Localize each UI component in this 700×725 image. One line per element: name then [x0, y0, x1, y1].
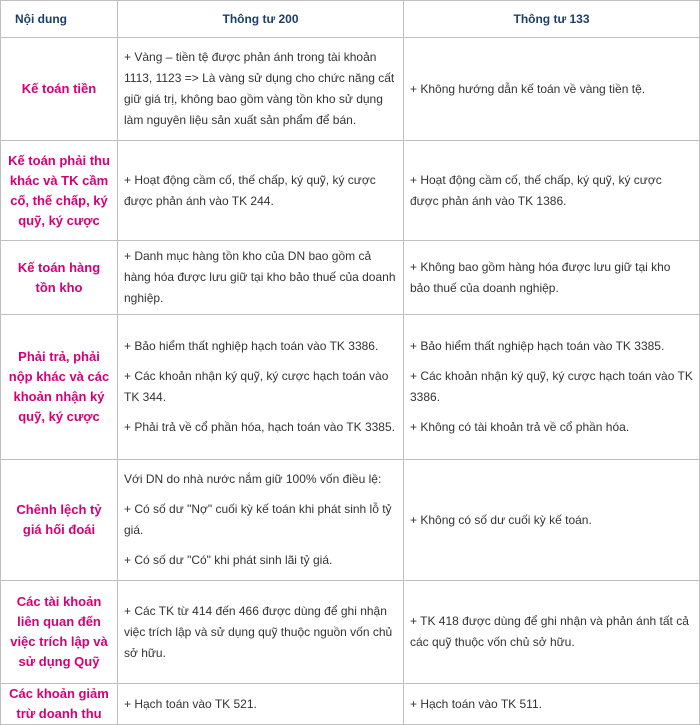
header-thong-tu-133: Thông tư 133 [404, 1, 700, 38]
tt200-cell [118, 684, 404, 725]
tt133-text: + Không hướng dẫn kế toán về vàng tiền tệ. [410, 81, 646, 96]
tt133-cell [404, 141, 700, 241]
tt133-text: + Hạch toán vào TK 511. [410, 696, 542, 711]
tt200-text: + Có số dư "Nợ" cuối kỳ kế toán khi phát sinh lỗ tỷ giá. [124, 502, 392, 537]
table-row [1, 581, 700, 684]
row-topic: Chênh lệch tỷ giá hối đoái [1, 460, 118, 581]
tt133-cell [404, 460, 700, 581]
tt200-cell [118, 38, 404, 141]
tt200-cell [118, 315, 404, 460]
tt200-text: + Bảo hiểm thất nghiệp hạch toán vào TK 3386. [124, 339, 379, 353]
tt200-text: + Vàng – tiền tệ được phản ánh trong tài khoản 1113, 1123 => Là vàng sử dụng cho chức năng cất giữ giá trị, không bao gồm vàng tồn kho sử dụng làm nguyên liệu sản xuất sản phẩm để bán. [124, 50, 395, 127]
tt200-text: Với DN do nhà nước nắm giữ 100% vốn điều lệ: [124, 472, 382, 486]
tt200-text: + Có số dư "Có" khi phát sinh lãi tỷ giá. [124, 553, 333, 567]
tt133-cell [404, 315, 700, 460]
tt200-text: + Danh mục hàng tồn kho của DN bao gồm cả hàng hóa được lưu giữ tại kho bảo thuế của doanh nghiệp. [124, 249, 396, 305]
tt133-text: + Không bao gồm hàng hóa được lưu giữ tại kho bảo thuế của doanh nghiệp. [410, 259, 671, 295]
tt200-cell [118, 241, 404, 315]
tt133-text: + Bảo hiểm thất nghiệp hạch toán vào TK 3385. [410, 339, 665, 353]
row-topic: Kế toán tiền [1, 38, 118, 141]
tt133-cell [404, 241, 700, 315]
tt133-cell [404, 684, 700, 725]
table-row [1, 38, 700, 141]
header-row [1, 1, 700, 38]
tt200-cell [118, 460, 404, 581]
table-row [1, 684, 700, 725]
tt200-text: + Hoạt động cầm cố, thế chấp, ký quỹ, ký cược được phản ánh vào TK 244. [124, 172, 376, 208]
tt200-text: + Hạch toán vào TK 521. [124, 696, 257, 711]
table-row [1, 141, 700, 241]
tt133-cell [404, 581, 700, 684]
tt133-text: + TK 418 được dùng để ghi nhận và phản ánh tất cả các quỹ thuộc vốn chủ sở hữu. [410, 614, 689, 649]
row-topic: Kế toán phải thu khác và TK cầm cố, thế chấp, ký quỹ, ký cược [1, 141, 118, 241]
tt133-text: + Hoạt động cầm cố, thế chấp, ký quỹ, ký cược được phản ánh vào TK 1386. [410, 172, 662, 208]
row-topic: Các khoản giảm trừ doanh thu [1, 684, 118, 725]
tt200-cell [118, 581, 404, 684]
table-row [1, 460, 700, 581]
tt133-text: + Không có số dư cuối kỳ kế toán. [410, 512, 592, 527]
tt200-text: + Các khoản nhận ký quỹ, ký cược hạch toán vào TK 344. [124, 369, 389, 404]
tt133-cell [404, 38, 700, 141]
tt200-text: + Các TK từ 414 đến 466 được dùng để ghi nhận việc trích lập và sử dụng quỹ thuộc nguồn vốn chủ sở hữu. [124, 603, 393, 660]
tt200-cell [118, 141, 404, 241]
tt133-text: + Không có tài khoản trả về cổ phần hóa. [410, 420, 630, 434]
table-row [1, 241, 700, 315]
tt133-text: + Các khoản nhận ký quỹ, ký cược hạch toán vào TK 3386. [410, 369, 693, 404]
row-topic: Phải trả, phải nộp khác và các khoản nhận ký quỹ, ký cược [1, 315, 118, 460]
header-noi-dung: Nội dung [1, 1, 118, 38]
row-topic: Các tài khoản liên quan đến việc trích lập và sử dụng Quỹ [1, 581, 118, 684]
row-topic: Kế toán hàng tồn kho [1, 241, 118, 315]
tt200-text: + Phải trả về cổ phần hóa, hạch toán vào TK 3385. [124, 420, 395, 434]
header-thong-tu-200: Thông tư 200 [118, 1, 404, 38]
table-row [1, 315, 700, 460]
